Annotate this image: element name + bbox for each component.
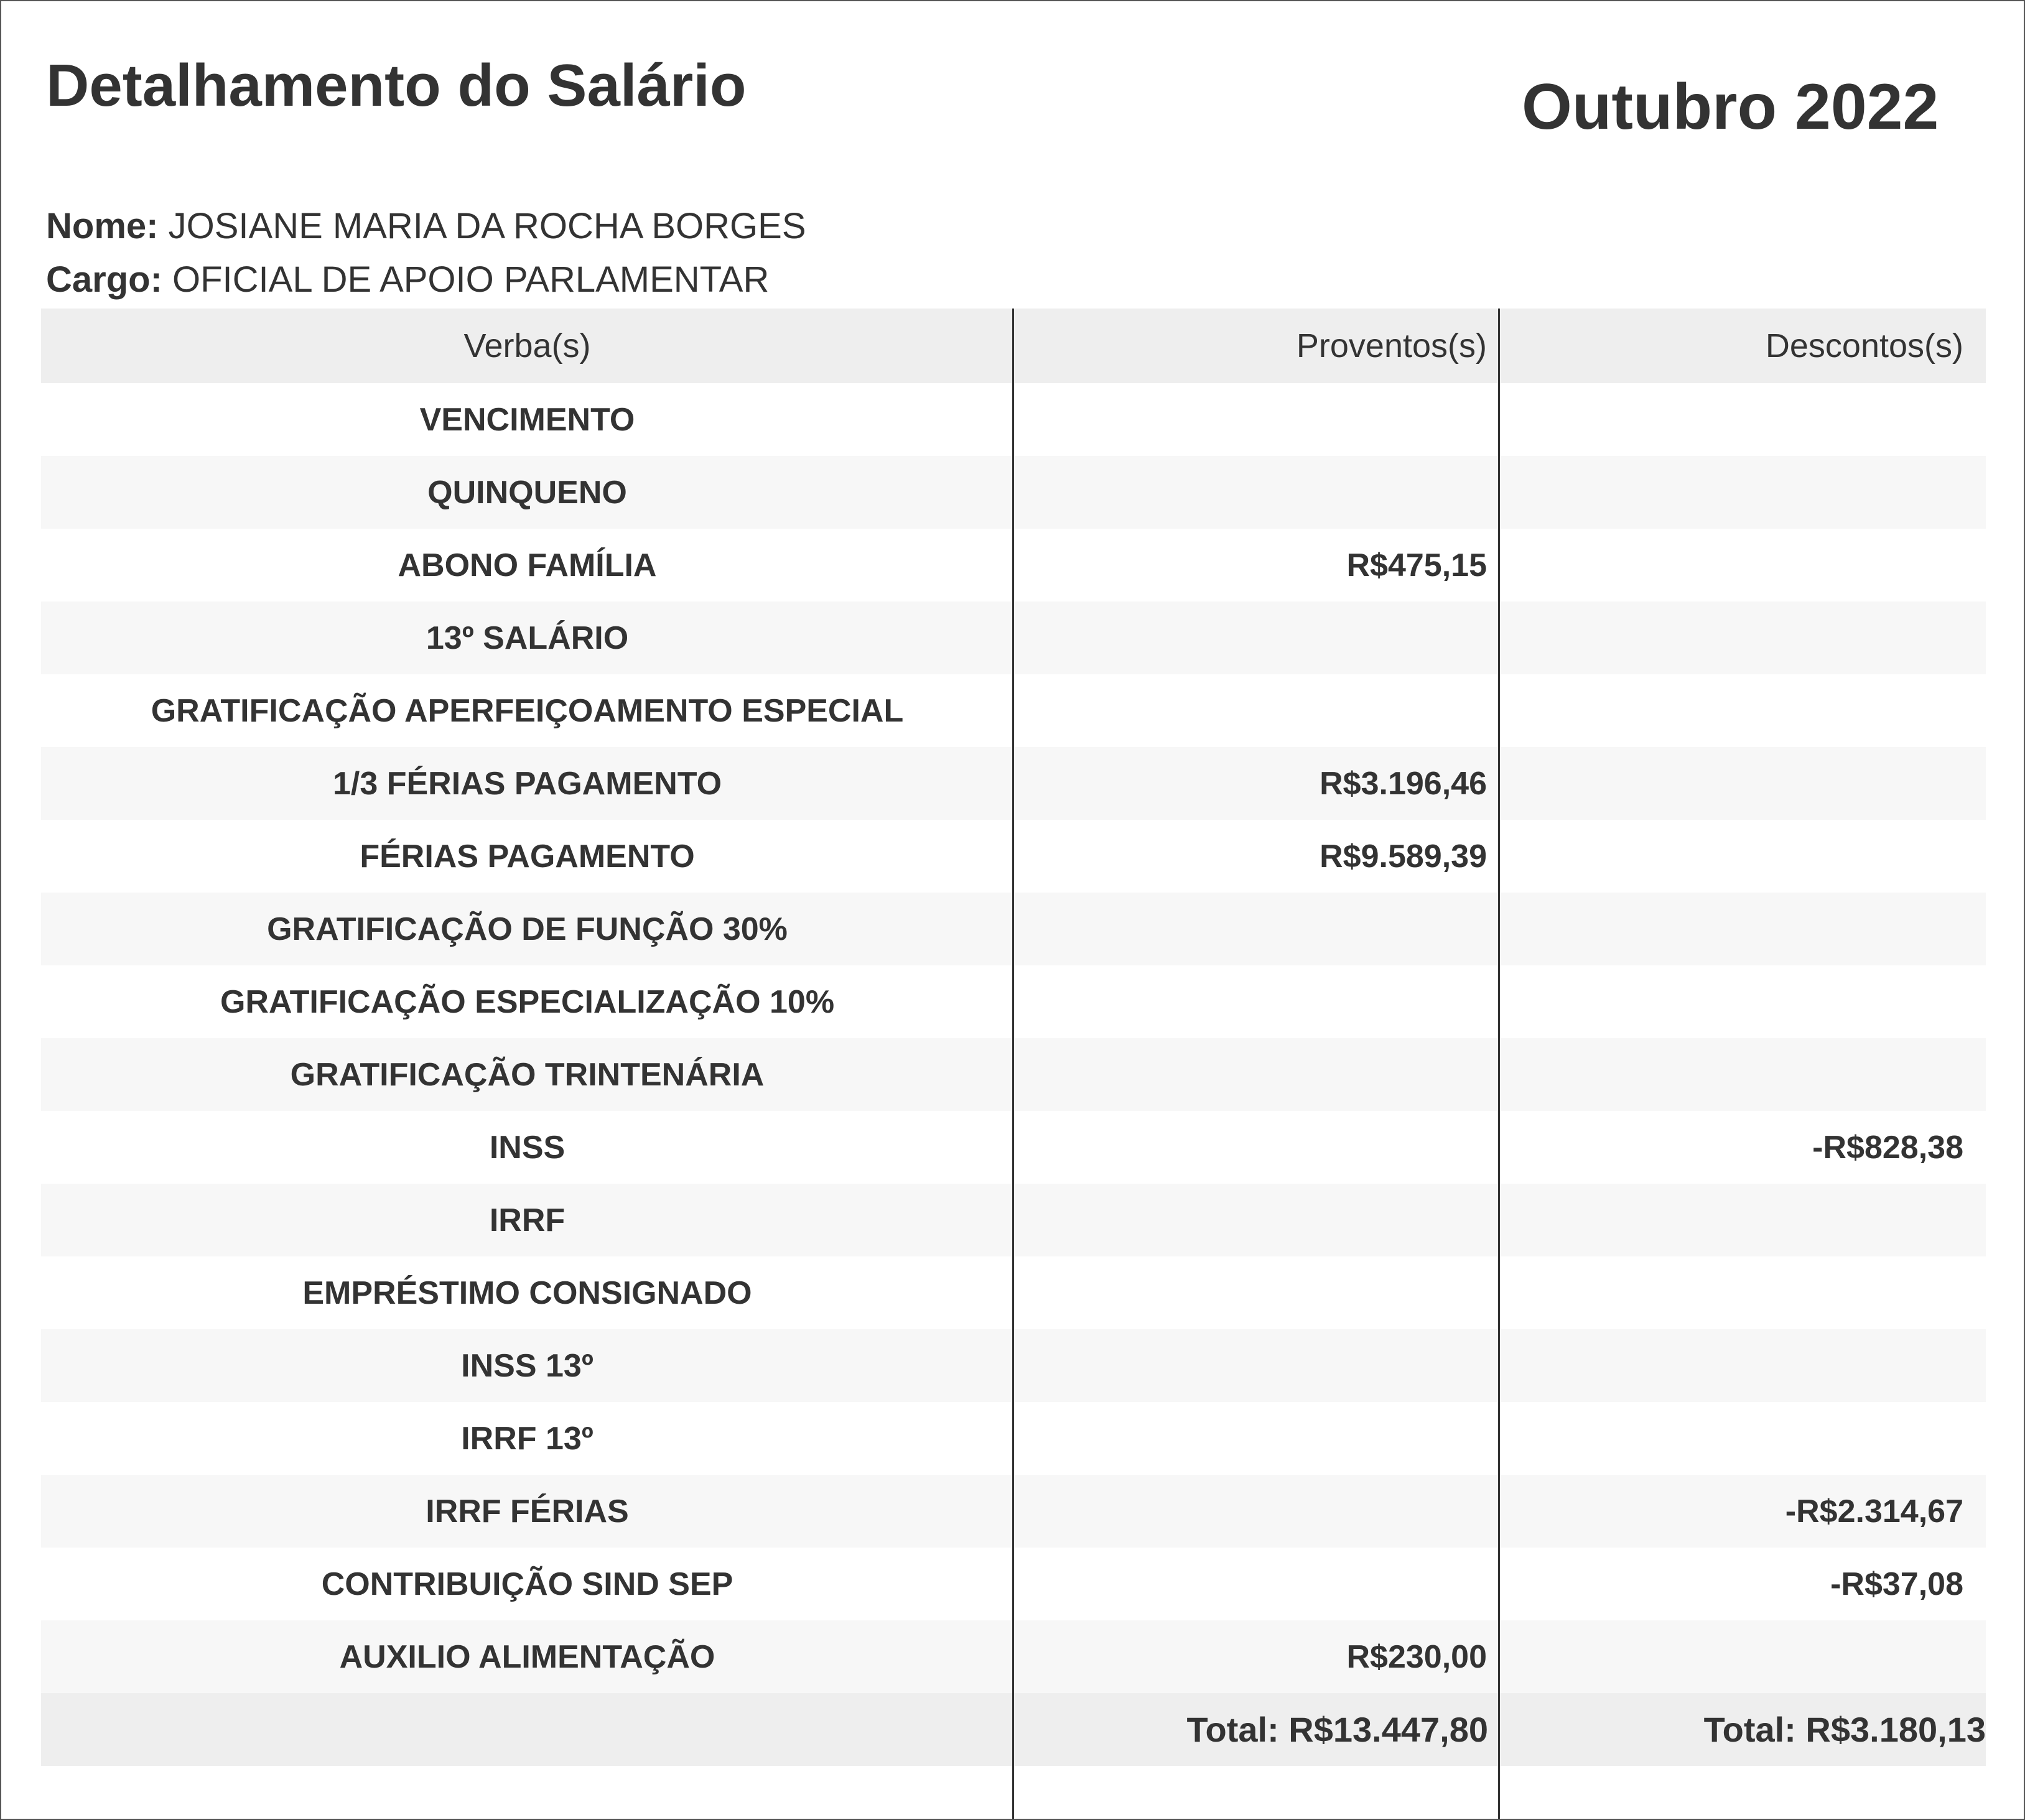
verba-cell: VENCIMENTO bbox=[419, 401, 635, 438]
provento-cell bbox=[1013, 1184, 1499, 1256]
provento-cell: R$475,15 bbox=[1346, 547, 1487, 583]
employee-role: OFICIAL DE APOIO PARLAMENTAR bbox=[172, 259, 770, 300]
verba-cell: INSS bbox=[489, 1129, 566, 1166]
verba-cell: IRRF FÉRIAS bbox=[426, 1493, 629, 1530]
desconto-cell bbox=[1499, 456, 1986, 529]
desconto-cell bbox=[1499, 1256, 1986, 1329]
provento-cell bbox=[1013, 1111, 1499, 1184]
column-divider bbox=[1498, 309, 1500, 1819]
desconto-cell bbox=[1499, 529, 1986, 601]
verba-cell: 1/3 FÉRIAS PAGAMENTO bbox=[332, 765, 722, 802]
verba-cell: GRATIFICAÇÃO DE FUNÇÃO 30% bbox=[267, 911, 788, 947]
provento-cell bbox=[1013, 893, 1499, 965]
total-label-cell bbox=[41, 1693, 1013, 1766]
desconto-cell bbox=[1499, 601, 1986, 674]
verba-cell: IRRF 13º bbox=[461, 1420, 594, 1457]
desconto-cell: -R$2.314,67 bbox=[1785, 1493, 1963, 1530]
verba-cell: GRATIFICAÇÃO ESPECIALIZAÇÃO 10% bbox=[220, 983, 835, 1020]
desconto-cell bbox=[1499, 1620, 1986, 1693]
provento-cell bbox=[1013, 601, 1499, 674]
verba-cell: INSS 13º bbox=[461, 1347, 594, 1384]
provento-cell bbox=[1013, 1402, 1499, 1475]
desconto-cell bbox=[1499, 1184, 1986, 1256]
employee-role-line bbox=[46, 258, 769, 302]
desconto-cell bbox=[1499, 1402, 1986, 1475]
column-header-proventos: Proventos(s) bbox=[1296, 327, 1487, 364]
column-divider bbox=[1012, 309, 1014, 1819]
column-header-verba: Verba(s) bbox=[463, 327, 591, 364]
employee-name-line bbox=[46, 205, 806, 248]
verba-cell: IRRF bbox=[489, 1202, 566, 1238]
verba-cell: AUXILIO ALIMENTAÇÃO bbox=[339, 1638, 715, 1675]
provento-cell bbox=[1013, 1256, 1499, 1329]
page-title: Detalhamento do Salário bbox=[46, 52, 747, 119]
desconto-cell bbox=[1499, 820, 1986, 893]
provento-cell bbox=[1013, 1548, 1499, 1620]
verba-cell: CONTRIBUIÇÃO SIND SEP bbox=[321, 1566, 733, 1602]
provento-cell: R$230,00 bbox=[1346, 1638, 1487, 1675]
desconto-cell bbox=[1499, 893, 1986, 965]
desconto-cell bbox=[1499, 1038, 1986, 1111]
provento-cell bbox=[1013, 1475, 1499, 1548]
provento-cell bbox=[1013, 1038, 1499, 1111]
desconto-cell: -R$828,38 bbox=[1812, 1129, 1963, 1166]
desconto-cell bbox=[1499, 747, 1986, 820]
verba-cell: ABONO FAMÍLIA bbox=[398, 547, 657, 583]
verba-cell: 13º SALÁRIO bbox=[426, 620, 629, 656]
provento-cell bbox=[1013, 383, 1499, 456]
desconto-cell bbox=[1499, 383, 1986, 456]
provento-cell: R$9.589,39 bbox=[1320, 838, 1487, 875]
verba-cell: EMPRÉSTIMO CONSIGNADO bbox=[302, 1274, 752, 1311]
provento-cell: R$3.196,46 bbox=[1320, 765, 1487, 802]
name-label: Nome: bbox=[46, 206, 159, 246]
provento-cell bbox=[1013, 456, 1499, 529]
verba-cell: GRATIFICAÇÃO APERFEIÇOAMENTO ESPECIAL bbox=[151, 692, 904, 729]
verba-cell: GRATIFICAÇÃO TRINTENÁRIA bbox=[290, 1056, 765, 1093]
provento-cell bbox=[1013, 965, 1499, 1038]
verba-cell: QUINQUENO bbox=[427, 474, 627, 511]
desconto-cell bbox=[1499, 674, 1986, 747]
provento-cell bbox=[1013, 1329, 1499, 1402]
desconto-cell bbox=[1499, 1329, 1986, 1402]
employee-name: JOSIANE MARIA DA ROCHA BORGES bbox=[168, 206, 806, 246]
total-descontos: Total: R$3.180,13 bbox=[1703, 1710, 1986, 1749]
desconto-cell bbox=[1499, 965, 1986, 1038]
desconto-cell: -R$37,08 bbox=[1830, 1566, 1963, 1602]
verba-cell: FÉRIAS PAGAMENTO bbox=[360, 838, 695, 875]
period-label: Outubro 2022 bbox=[1522, 71, 1939, 143]
provento-cell bbox=[1013, 674, 1499, 747]
role-label: Cargo: bbox=[46, 259, 162, 300]
column-header-descontos: Descontos(s) bbox=[1765, 327, 1963, 364]
total-proventos: Total: R$13.447,80 bbox=[1186, 1710, 1488, 1749]
